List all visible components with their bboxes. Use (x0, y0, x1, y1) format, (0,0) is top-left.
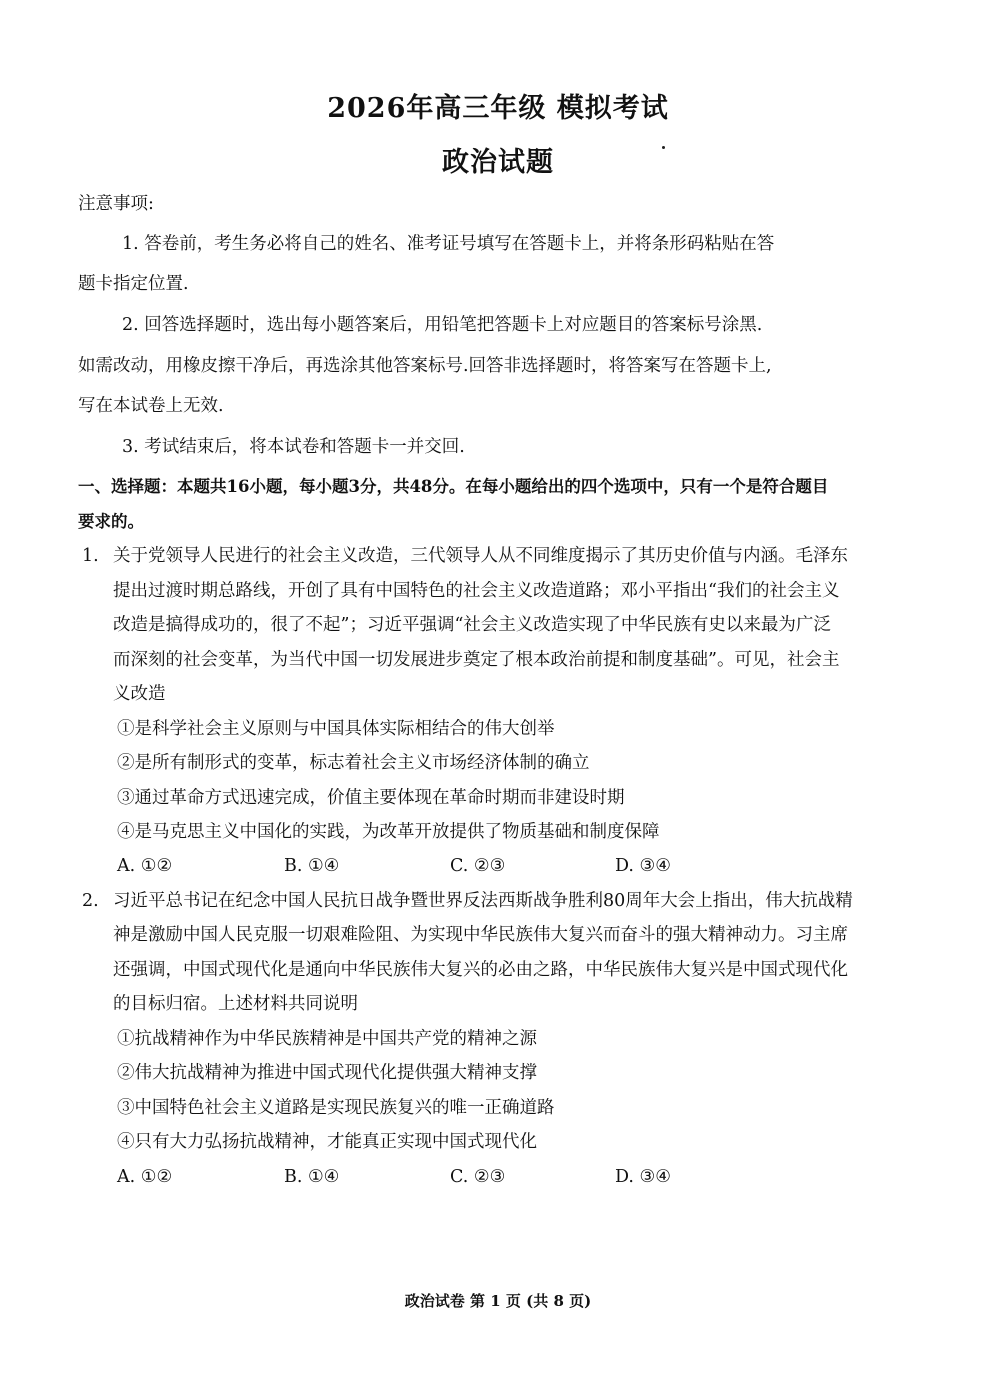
q1-statement-1: ①是科学社会主义原则与中国具体实际相结合的伟大创举 (117, 719, 555, 739)
q2-option-c: C. ②③ (450, 1167, 506, 1187)
q2-number: 2. (82, 891, 99, 911)
notice-heading: 注意事项: (78, 194, 154, 214)
q1-option-b: B. ①④ (284, 856, 340, 876)
q1-option-c: C. ②③ (450, 856, 506, 876)
page-footer: 政治试卷 第 1 页 (共 8 页) (404, 1292, 592, 1310)
notice-item-2-line-3: 写在本试卷上无效. (78, 396, 224, 416)
section-1-heading-line-1: 一、选择题：本题共16小题，每小题3分，共48分。在每小题给出的四个选项中，只有一个是符合题目 (78, 477, 829, 496)
notice-item-1-line-1: 1. 答卷前，考生务必将自己的姓名、准考证号填写在答题卡上，并将条形码粘贴在答 (122, 234, 775, 254)
q2-statement-1: ①抗战精神作为中华民族精神是中国共产党的精神之源 (117, 1029, 537, 1049)
q2-option-b: B. ①④ (284, 1167, 340, 1187)
q1-stem-line-2: 提出过渡时期总路线，开创了具有中国特色的社会主义改造道路；邓小平指出“我们的社会主义 (113, 581, 840, 601)
notice-item-3-line-1: 3. 考试结束后，将本试卷和答题卡一并交回. (122, 437, 465, 457)
notice-item-1-line-2: 题卡指定位置. (78, 274, 189, 294)
q1-statement-3: ③通过革命方式迅速完成，价值主要体现在革命时期而非建设时期 (117, 788, 625, 808)
q1-stem-line-5: 义改造 (113, 684, 166, 704)
q1-stem-line-1: 关于党领导人民进行的社会主义改造，三代领导人从不同维度揭示了其历史价值与内涵。毛泽东 (113, 546, 848, 566)
q2-statement-4: ④只有大力弘扬抗战精神，才能真正实现中国式现代化 (117, 1132, 537, 1152)
q2-option-d: D. ③④ (615, 1167, 671, 1187)
q2-statement-3: ③中国特色社会主义道路是实现民族复兴的唯一正确道路 (117, 1098, 555, 1118)
scan-speck (662, 146, 665, 149)
exam-title: 2026年高三年级 模拟考试 (327, 93, 669, 124)
q2-stem-line-3: 还强调，中国式现代化是通向中华民族伟大复兴的必由之路，中华民族伟大复兴是中国式现代化 (113, 960, 848, 980)
q2-option-a: A. ①② (117, 1167, 173, 1187)
q1-stem-line-4: 而深刻的社会变革，为当代中国一切发展进步奠定了根本政治前提和制度基础”。可见，社会主 (113, 650, 840, 670)
q1-statement-2: ②是所有制形式的变革，标志着社会主义市场经济体制的确立 (117, 753, 590, 773)
q2-statement-2: ②伟大抗战精神为推进中国式现代化提供强大精神支撑 (117, 1063, 537, 1083)
q2-stem-line-4: 的目标归宿。上述材料共同说明 (113, 994, 358, 1014)
q2-stem-line-1: 习近平总书记在纪念中国人民抗日战争暨世界反法西斯战争胜利80周年大会上指出，伟大抗战精 (113, 891, 853, 911)
notice-item-2-line-1: 2. 回答选择题时，选出每小题答案后，用铅笔把答题卡上对应题目的答案标号涂黑. (122, 315, 763, 335)
notice-item-2-line-2: 如需改动，用橡皮擦干净后，再选涂其他答案标号.回答非选择题时，将答案写在答题卡上, (78, 356, 772, 376)
q1-number: 1. (82, 546, 99, 566)
section-1-heading-line-2: 要求的。 (78, 512, 144, 531)
q1-stem-line-3: 改造是搞得成功的，很了不起”；习近平强调“社会主义改造实现了中华民族有史以来最为广泛 (113, 615, 831, 635)
q2-stem-line-2: 神是激励中国人民克服一切艰难险阻、为实现中华民族伟大复兴而奋斗的强大精神动力。习主席 (113, 925, 848, 945)
q1-statement-4: ④是马克思主义中国化的实践，为改革开放提供了物质基础和制度保障 (117, 822, 660, 842)
q1-option-d: D. ③④ (615, 856, 671, 876)
exam-subject-title: 政治试题 (442, 147, 554, 178)
q1-option-a: A. ①② (117, 856, 173, 876)
